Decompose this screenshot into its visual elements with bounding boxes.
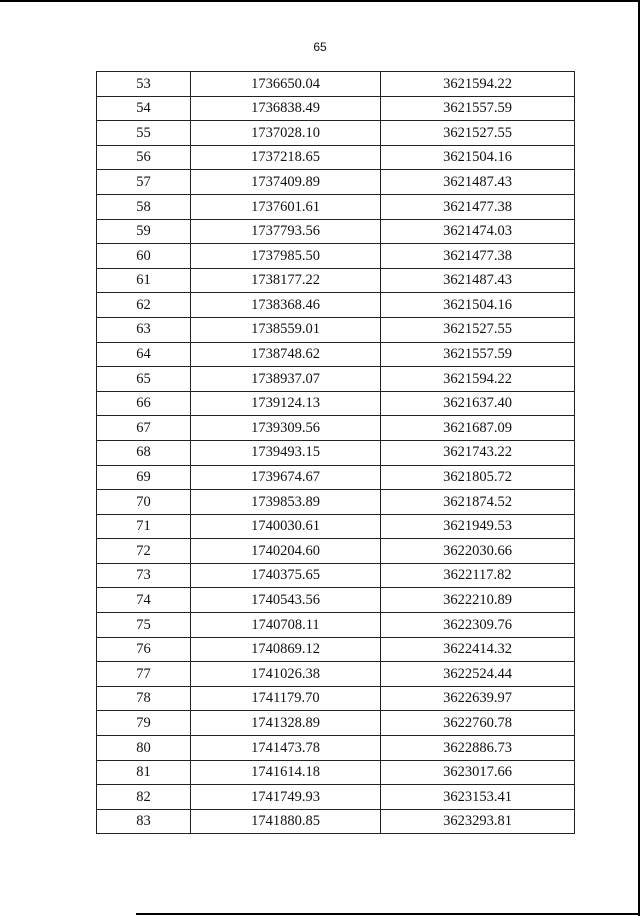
point-number-cell: 75: [97, 613, 191, 638]
y-coordinate-cell: 3622210.89: [381, 588, 575, 613]
point-number-cell: 65: [97, 367, 191, 392]
point-number-cell: 59: [97, 219, 191, 244]
point-number-cell: 62: [97, 293, 191, 318]
table-row: [97, 317, 575, 342]
y-coordinate-cell: 3623293.81: [381, 809, 575, 834]
x-coordinate-cell: 1741749.93: [191, 785, 381, 810]
y-coordinate-cell: 3622309.76: [381, 613, 575, 638]
point-number-cell: 81: [97, 760, 191, 785]
table-row: [97, 588, 575, 613]
point-number-cell: 77: [97, 662, 191, 687]
point-number-cell: 54: [97, 96, 191, 121]
y-coordinate-cell: 3621487.43: [381, 268, 575, 293]
x-coordinate-cell: 1740543.56: [191, 588, 381, 613]
coordinates-table-body: [97, 72, 575, 834]
y-coordinate-cell: 3621557.59: [381, 342, 575, 367]
y-coordinate-cell: 3622760.78: [381, 711, 575, 736]
y-coordinate-cell: 3621527.55: [381, 121, 575, 146]
y-coordinate-cell: 3623017.66: [381, 760, 575, 785]
y-coordinate-cell: 3621949.53: [381, 514, 575, 539]
point-number-cell: 78: [97, 686, 191, 711]
table-row: [97, 809, 575, 834]
table-row: [97, 121, 575, 146]
page-number: 65: [313, 40, 327, 54]
y-coordinate-cell: 3621805.72: [381, 465, 575, 490]
point-number-cell: 74: [97, 588, 191, 613]
table-row: [97, 416, 575, 441]
y-coordinate-cell: 3621527.55: [381, 317, 575, 342]
x-coordinate-cell: 1741328.89: [191, 711, 381, 736]
y-coordinate-cell: 3621504.16: [381, 145, 575, 170]
point-number-cell: 63: [97, 317, 191, 342]
table-row: [97, 170, 575, 195]
x-coordinate-cell: 1740708.11: [191, 613, 381, 638]
x-coordinate-cell: 1737218.65: [191, 145, 381, 170]
y-coordinate-cell: 3621474.03: [381, 219, 575, 244]
y-coordinate-cell: 3622117.82: [381, 563, 575, 588]
table-row: [97, 563, 575, 588]
y-coordinate-cell: 3622030.66: [381, 539, 575, 564]
y-coordinate-cell: 3621874.52: [381, 490, 575, 515]
table-row: [97, 293, 575, 318]
table-row: [97, 736, 575, 761]
y-coordinate-cell: 3621487.43: [381, 170, 575, 195]
y-coordinate-cell: 3621594.22: [381, 367, 575, 392]
x-coordinate-cell: 1738748.62: [191, 342, 381, 367]
table-row: [97, 539, 575, 564]
x-coordinate-cell: 1737028.10: [191, 121, 381, 146]
y-coordinate-cell: 3621743.22: [381, 440, 575, 465]
y-coordinate-cell: 3621557.59: [381, 96, 575, 121]
point-number-cell: 82: [97, 785, 191, 810]
table-row: [97, 367, 575, 392]
point-number-cell: 72: [97, 539, 191, 564]
x-coordinate-cell: 1741179.70: [191, 686, 381, 711]
x-coordinate-cell: 1737793.56: [191, 219, 381, 244]
point-number-cell: 79: [97, 711, 191, 736]
point-number-cell: 67: [97, 416, 191, 441]
x-coordinate-cell: 1737409.89: [191, 170, 381, 195]
x-coordinate-cell: 1739493.15: [191, 440, 381, 465]
table-row: [97, 96, 575, 121]
x-coordinate-cell: 1739124.13: [191, 391, 381, 416]
point-number-cell: 83: [97, 809, 191, 834]
x-coordinate-cell: 1737601.61: [191, 194, 381, 219]
point-number-cell: 80: [97, 736, 191, 761]
table-row: [97, 662, 575, 687]
point-number-cell: 69: [97, 465, 191, 490]
page-border-top: [0, 0, 640, 2]
page-border-bottom: [136, 913, 640, 915]
point-number-cell: 55: [97, 121, 191, 146]
y-coordinate-cell: 3622639.97: [381, 686, 575, 711]
table-row: [97, 514, 575, 539]
point-number-cell: 53: [97, 72, 191, 97]
point-number-cell: 68: [97, 440, 191, 465]
y-coordinate-cell: 3623153.41: [381, 785, 575, 810]
y-coordinate-cell: 3622886.73: [381, 736, 575, 761]
table-row: [97, 219, 575, 244]
x-coordinate-cell: 1741026.38: [191, 662, 381, 687]
table-row: [97, 72, 575, 97]
y-coordinate-cell: 3621477.38: [381, 194, 575, 219]
point-number-cell: 66: [97, 391, 191, 416]
table-row: [97, 613, 575, 638]
table-row: [97, 637, 575, 662]
table-row: [97, 465, 575, 490]
x-coordinate-cell: 1740030.61: [191, 514, 381, 539]
point-number-cell: 76: [97, 637, 191, 662]
table-row: [97, 490, 575, 515]
table-row: [97, 760, 575, 785]
x-coordinate-cell: 1738937.07: [191, 367, 381, 392]
table-row: [97, 145, 575, 170]
point-number-cell: 60: [97, 244, 191, 269]
y-coordinate-cell: 3621687.09: [381, 416, 575, 441]
table-row: [97, 785, 575, 810]
table-row: [97, 244, 575, 269]
table-row: [97, 391, 575, 416]
table-row: [97, 686, 575, 711]
table-row: [97, 440, 575, 465]
x-coordinate-cell: 1740869.12: [191, 637, 381, 662]
table-row: [97, 194, 575, 219]
y-coordinate-cell: 3622414.32: [381, 637, 575, 662]
x-coordinate-cell: 1738559.01: [191, 317, 381, 342]
point-number-cell: 57: [97, 170, 191, 195]
x-coordinate-cell: 1738177.22: [191, 268, 381, 293]
x-coordinate-cell: 1738368.46: [191, 293, 381, 318]
table-row: [97, 711, 575, 736]
y-coordinate-cell: 3621637.40: [381, 391, 575, 416]
x-coordinate-cell: 1739853.89: [191, 490, 381, 515]
x-coordinate-cell: 1741880.85: [191, 809, 381, 834]
point-number-cell: 73: [97, 563, 191, 588]
x-coordinate-cell: 1739674.67: [191, 465, 381, 490]
x-coordinate-cell: 1741614.18: [191, 760, 381, 785]
x-coordinate-cell: 1739309.56: [191, 416, 381, 441]
x-coordinate-cell: 1736838.49: [191, 96, 381, 121]
y-coordinate-cell: 3622524.44: [381, 662, 575, 687]
point-number-cell: 56: [97, 145, 191, 170]
x-coordinate-cell: 1740375.65: [191, 563, 381, 588]
x-coordinate-cell: 1736650.04: [191, 72, 381, 97]
y-coordinate-cell: 3621477.38: [381, 244, 575, 269]
x-coordinate-cell: 1737985.50: [191, 244, 381, 269]
x-coordinate-cell: 1741473.78: [191, 736, 381, 761]
y-coordinate-cell: 3621594.22: [381, 72, 575, 97]
y-coordinate-cell: 3621504.16: [381, 293, 575, 318]
point-number-cell: 61: [97, 268, 191, 293]
x-coordinate-cell: 1740204.60: [191, 539, 381, 564]
point-number-cell: 71: [97, 514, 191, 539]
point-number-cell: 70: [97, 490, 191, 515]
table-row: [97, 268, 575, 293]
coordinates-table: [96, 71, 575, 834]
table-row: [97, 342, 575, 367]
point-number-cell: 64: [97, 342, 191, 367]
point-number-cell: 58: [97, 194, 191, 219]
